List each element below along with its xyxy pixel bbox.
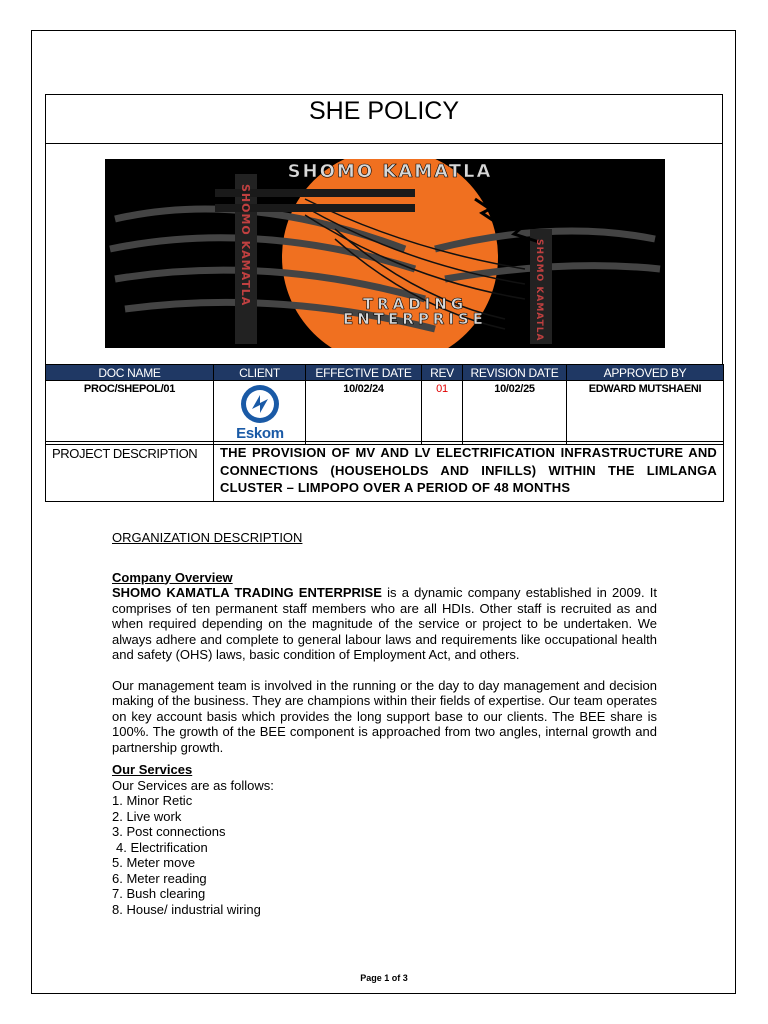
- logo-line1: SHOMO KAMATLA: [287, 161, 493, 182]
- info-value-row: [46, 381, 724, 445]
- service-item-8: 8. House/ industrial wiring: [112, 901, 261, 917]
- service-item-5: 5. Meter move: [112, 855, 196, 870]
- header-approved-by: APPROVED BY: [567, 365, 724, 381]
- header-doc-name: DOC NAME: [46, 365, 214, 381]
- project-description-text: THE PROVISION OF MV AND LV ELECTRIFICATION INFRASTRUCTURE AND CONNECTIONS (HOUSEHOLDS AND INFILLS) WITHIN THE LIMLANGA CLUSTER – LIMPOPO OVER A PERIOD OF 48 MONTHS: [214, 442, 724, 502]
- service-item-3: 3. Post connections: [112, 824, 226, 839]
- info-header-row: [46, 365, 724, 381]
- page-title: SHE POLICY: [308, 97, 460, 125]
- body-content: [112, 530, 657, 917]
- header-effective-date: EFFECTIVE DATE: [306, 365, 422, 381]
- company-overview-text: is a dynamic company established in 2009. It comprises of ten permanent staff members who are all HDIs. Other staff is recruited as and when required depending on the magnitude of the service or project to be undertaken. We always adhere and complete to general labour laws and requirements like occupational health and safety (OHS) laws, basic condition of Employment Act, and others.: [112, 585, 658, 662]
- services-intro: Our Services are as follows:: [112, 777, 274, 793]
- page-number: Page 1 of 3: [360, 973, 408, 983]
- logo-line3: ENTERPRISE: [342, 310, 488, 328]
- header-revision-date: REVISION DATE: [463, 365, 567, 381]
- approved-by-value: EDWARD MUTSHAENI: [567, 381, 724, 445]
- service-item-7: 7. Bush clearing: [112, 886, 206, 901]
- revision-date-value: 10/02/25: [463, 381, 567, 445]
- service-item-1: 1. Minor Retic: [112, 793, 193, 808]
- logo-side-right: SHOMO KAMATLA: [534, 239, 544, 342]
- service-item-4: 4. Electrification: [116, 839, 208, 855]
- company-overview-paragraph-1: [112, 585, 657, 663]
- doc-name-value: PROC/SHEPOL/01: [46, 381, 214, 445]
- organization-description-heading: ORGANIZATION DESCRIPTION: [112, 530, 303, 545]
- rev-value: 01: [422, 381, 463, 445]
- our-services-heading: Our Services: [112, 762, 193, 777]
- project-description-label: PROJECT DESCRIPTION: [46, 442, 214, 502]
- logo-side-left: SHOMO KAMATLA: [239, 184, 252, 307]
- header-rev: REV: [422, 365, 463, 381]
- project-row: [46, 442, 724, 502]
- eskom-logo: [230, 383, 290, 441]
- company-name: SHOMO KAMATLA TRADING ENTERPRISE: [112, 585, 382, 600]
- title-box: [45, 94, 723, 144]
- header-client: CLIENT: [214, 365, 306, 381]
- company-overview-paragraph-2: Our management team is involved in the running or the day to day management and decision making of the business. They are champions within their fields of expertise. Our team operates on key account basis which provides the long support base to our clients. The BEE share is 100%. The growth of the BEE component is approached from two angles, internal growth and partnership growth.: [112, 677, 657, 755]
- logo-line2: TRADING: [362, 295, 468, 313]
- effective-date-value: 10/02/24: [306, 381, 422, 445]
- eskom-logo-text: Eskom: [235, 425, 284, 441]
- project-table: [45, 441, 724, 502]
- logo-box: [45, 143, 723, 365]
- company-logo: [105, 159, 665, 348]
- service-item-6: 6. Meter reading: [112, 870, 207, 886]
- service-item-2: 2. Live work: [112, 808, 182, 824]
- company-overview-heading: Company Overview: [112, 569, 233, 585]
- document-info-table: [45, 364, 724, 445]
- client-cell: [214, 381, 306, 445]
